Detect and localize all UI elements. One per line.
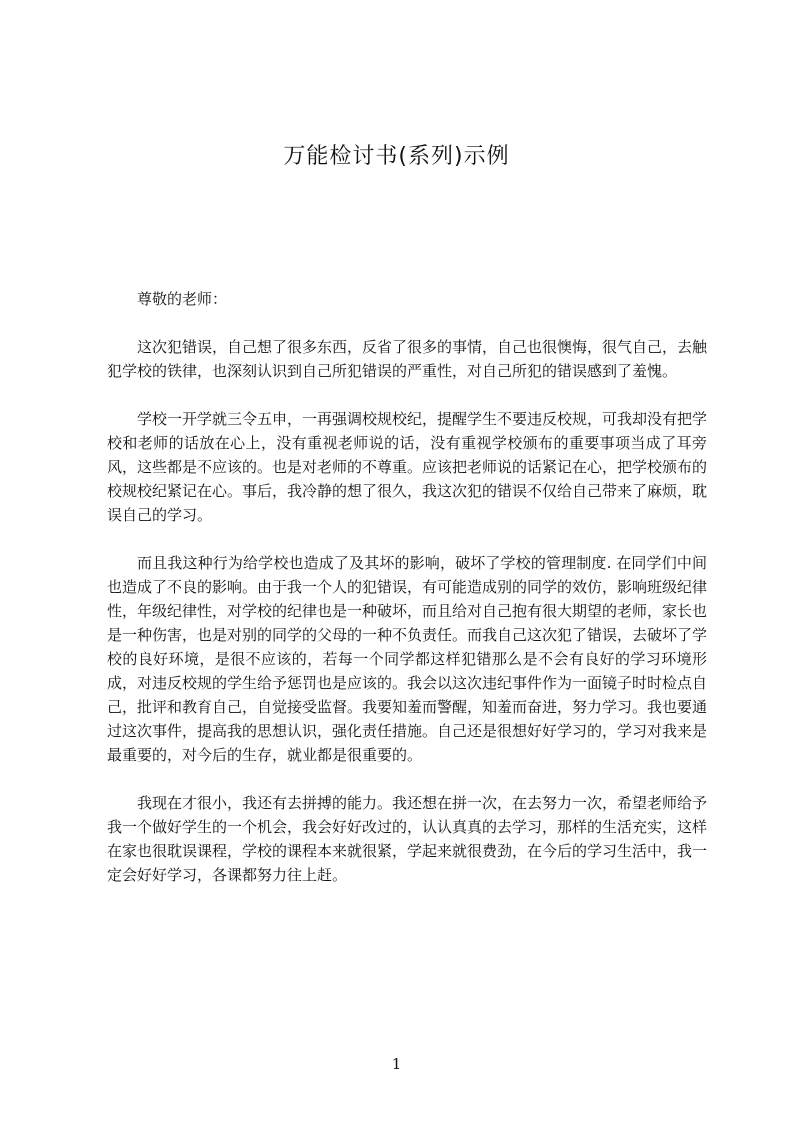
paragraph-2: 学校一开学就三令五申，一再强调校规校纪，提醒学生不要违反校规，可我却没有把学校和老师的话放在心上，没有重视老师说的话，没有重视学校颁布的重要事项当成了耳旁风，这些都是不应该的。也是对老师的不尊重。应该把老师说的话紧记在心，把学校颁布的校规校纪紧记在心。事后，我冷静的想了很久，我这次犯的错误不仅给自己带来了麻烦，耽误自己的学习。: [107, 410, 708, 524]
salutation: 尊敬的老师：: [137, 290, 228, 308]
document-title: 万能检讨书(系列)示例: [283, 144, 510, 169]
paragraph-4: 我现在才很小，我还有去拼搏的能力。我还想在拼一次，在去努力一次，希望老师给予我一个做好学生的一个机会，我会好好改过的，认认真真的去学习，那样的生活充实，这样在家也很耽误课程，学校的课程本来就很紧，学起来就很费劲，在今后的学习生活中，我一定会好好学习，各课都努力往上赶。: [107, 794, 708, 884]
document-body: [107, 287, 707, 911]
page-number: 1: [391, 1055, 402, 1073]
paragraph-1: 这次犯错误，自己想了很多东西，反省了很多的事情，自己也很懊悔，很气自己，去触犯学校的铁律，也深刻认识到自己所犯错误的严重性，对自己所犯的错误感到了羞愧。: [107, 338, 708, 380]
paragraph-3: 而且我这种行为给学校也造成了及其坏的影响，破坏了学校的管理制度. 在同学们中间也造成了不良的影响。由于我一个人的犯错误，有可能造成别的同学的效仿，影响班级纪律性，年级纪律性，对学校的纪律也是一种破坏，而且给对自己抱有很大期望的老师，家长也是一种伤害，也是对别的同学的父母的一种不负责任。而我自己这次犯了错误，去破坏了学校的良好环境，是很不应该的，若每一个同学都这样犯错那么是不会有良好的学习环境形成，对违反校规的学生给予惩罚也是应该的。我会以这次违纪事件作为一面镜子时时检点自己，批评和教育自己，自觉接受监督。我要知羞而警醒，知羞而奋进，努力学习。我也要通过这次事件，提高我的思想认识，强化责任措施。自己还是很想好好学习的，学习对我来是最重要的，对今后的生存，就业都是很重要的。: [107, 554, 708, 764]
